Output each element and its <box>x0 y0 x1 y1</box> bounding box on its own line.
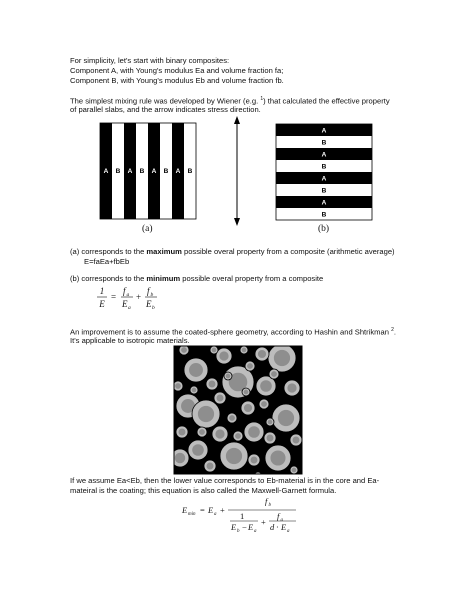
slab-label: A <box>151 168 157 175</box>
slab-label: B <box>163 168 169 175</box>
slab-label: B <box>321 163 327 171</box>
case-b-text: (b) corresponds to the minimum possible overal property from a composite <box>70 274 324 283</box>
svg-text:E: E <box>231 522 237 532</box>
caption-a: (a) <box>142 224 153 234</box>
sphere-core <box>192 444 204 456</box>
intro-line-3: Component B, with Young's modulus Eb and volume fraction fb. <box>70 76 284 85</box>
sphere-core <box>268 420 273 425</box>
eq-min-t1-num: f <box>123 286 126 296</box>
svg-text:b: b <box>237 529 240 534</box>
slab-label: A <box>321 127 327 135</box>
svg-text:f: f <box>277 511 280 521</box>
sphere-core <box>181 347 187 353</box>
svg-text:a: a <box>287 529 290 534</box>
slab-label: B <box>115 168 121 175</box>
eq-min-t2-num-sub: b <box>150 292 154 298</box>
sphere-core <box>242 348 247 353</box>
sphere-core <box>175 383 181 389</box>
caption-b: (b) <box>318 224 330 234</box>
svg-text:E: E <box>208 505 214 515</box>
svg-text:+: + <box>220 505 225 515</box>
maxwell-garnett-equation <box>180 497 300 537</box>
sphere-core <box>179 429 186 436</box>
sphere-core <box>226 448 242 464</box>
sphere-core <box>244 404 252 412</box>
horizontal-slabs-figure <box>276 124 372 220</box>
eq-min-t1-den: E <box>122 299 128 309</box>
vertical-slabs-figure <box>100 123 196 219</box>
eq-min-t1-num-sub: a <box>126 292 130 298</box>
eq-min-t2-den-sub: b <box>152 305 155 311</box>
slab-label: A <box>321 151 327 159</box>
sphere-core <box>192 388 197 393</box>
eq-min-t1-den-sub: a <box>128 305 131 311</box>
svg-text:a: a <box>254 529 257 534</box>
hashin-line-2: It's applicable to isotropic materials. <box>70 336 190 345</box>
slab-label: A <box>127 168 133 175</box>
svg-text:f: f <box>265 496 268 506</box>
sphere-core <box>258 350 266 358</box>
slab-label: B <box>321 187 327 195</box>
svg-text:a: a <box>280 518 283 523</box>
sphere-core <box>229 415 235 421</box>
maxwell-line-2: mateiral is the coating; this equation is also called the Maxwell-Garnett formula. <box>70 486 337 495</box>
sphere-core <box>209 381 216 388</box>
sphere-core <box>278 410 294 426</box>
sphere-core <box>217 395 224 402</box>
sphere-core <box>189 363 203 377</box>
svg-text:+: + <box>261 517 266 527</box>
svg-text:·: · <box>276 522 279 532</box>
sphere-core <box>270 450 285 465</box>
slab-label: B <box>321 139 327 147</box>
sphere-core <box>287 383 296 392</box>
slab-label: B <box>321 211 327 219</box>
maxwell-line-1: If we assume Ea<Eb, then the lower value corresponds to Eb-material is in the core and Ea- <box>70 476 380 485</box>
sphere-core <box>175 453 185 463</box>
sphere-core <box>199 429 205 435</box>
sphere-core <box>292 468 297 473</box>
stress-arrow-icon <box>230 116 244 226</box>
slab-label: A <box>321 175 327 183</box>
sphere-core <box>207 463 214 470</box>
slab-label: A <box>321 199 327 207</box>
sphere-core <box>271 371 277 377</box>
sphere-core <box>244 390 249 395</box>
slab-label: A <box>175 168 181 175</box>
svg-text:a: a <box>214 512 217 517</box>
eq-min-lhs-num: 1 <box>99 286 105 296</box>
svg-text:d: d <box>270 522 275 532</box>
eq-min-t2-num: f <box>147 286 150 296</box>
sphere-core <box>215 429 224 438</box>
slab-label: B <box>139 168 145 175</box>
intro-line-1: For simplicity, let's start with binary composites: <box>70 56 230 65</box>
svg-text:b: b <box>268 503 271 508</box>
hashin-line-1: An improvement is to assume the coated-sphere geometry, according to Hashin and Shtrikman $^2$. <box>70 327 396 337</box>
wiener-line-1: The simplest mixing rule was developed by Wiener (e.g. $^1$) that calculated the effective property <box>70 96 390 106</box>
case-a-formula: E=faEa+fbEb <box>84 257 130 266</box>
sphere-core <box>260 380 272 392</box>
svg-text:E: E <box>281 522 287 532</box>
sphere-core <box>212 348 217 353</box>
sphere-core <box>248 426 260 438</box>
svg-text:−: − <box>242 522 247 532</box>
eq-min-t2-den: E <box>146 299 152 309</box>
svg-text:E: E <box>182 505 188 515</box>
svg-text:=: = <box>200 505 205 515</box>
sphere-core <box>247 363 253 369</box>
slab-label: B <box>187 168 193 175</box>
svg-text:min: min <box>188 512 196 517</box>
sphere-core <box>235 433 241 439</box>
intro-line-2: Component A, with Young's modulus Ea and volume fraction fa; <box>70 66 284 75</box>
wiener-line-2: of parallel slabs, and the arrow indicates stress direction. <box>70 105 261 114</box>
coated-spheres-figure <box>174 346 302 474</box>
sphere-core <box>219 351 228 360</box>
sphere-core <box>293 437 300 444</box>
svg-text:E: E <box>248 522 254 532</box>
eq-min-lhs-den: E <box>99 299 105 309</box>
min-rule-equation <box>96 282 166 314</box>
sphere-core <box>226 374 231 379</box>
svg-text:+: + <box>136 292 142 302</box>
sphere-core <box>198 406 214 422</box>
sphere-core <box>274 350 290 366</box>
sphere-core <box>267 435 274 442</box>
svg-text:=: = <box>111 292 117 302</box>
case-a-text: (a) corresponds to the maximum possible overal property from a composite (arithmetic average) <box>70 247 395 256</box>
sphere-core <box>261 401 267 407</box>
slab-label: A <box>103 168 109 175</box>
svg-text:1: 1 <box>240 511 245 521</box>
sphere-core <box>251 457 258 464</box>
